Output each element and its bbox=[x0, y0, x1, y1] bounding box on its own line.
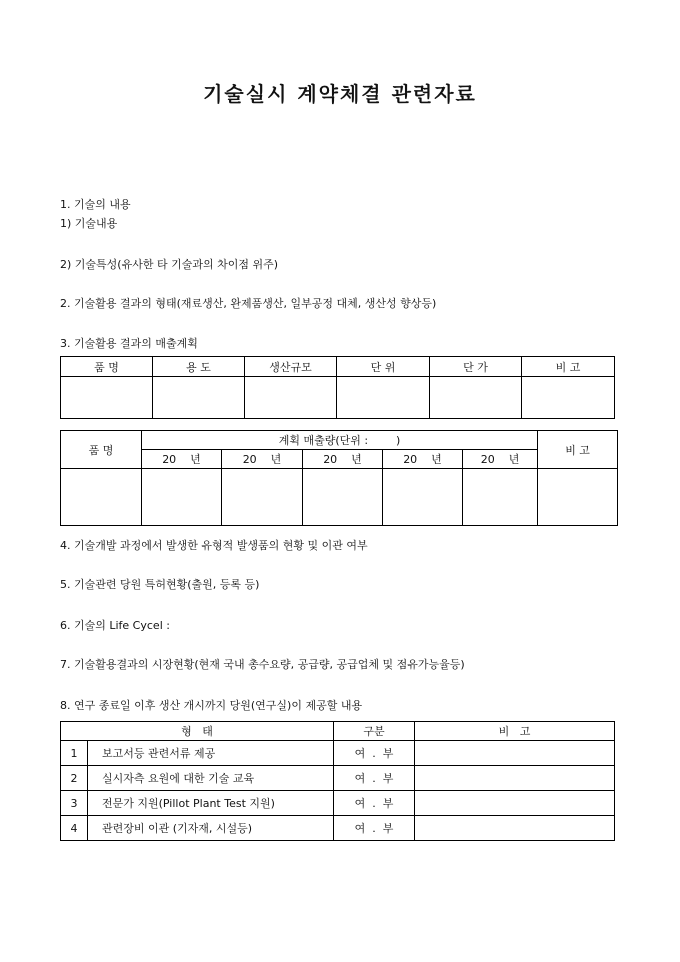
section-1-2: 2) 기술특성(유사한 타 기술과의 차이점 위주) bbox=[60, 258, 278, 271]
header-production-scale: 생산규모 bbox=[245, 357, 337, 377]
section-4-heading: 4. 기술개발 과정에서 발생한 유형적 발생품의 현황 및 이관 여부 bbox=[60, 539, 368, 552]
row-number: 1 bbox=[61, 741, 88, 766]
row-number: 4 bbox=[61, 816, 88, 841]
header-note: 비 고 bbox=[538, 431, 618, 469]
yes-no-choice[interactable]: 여 . 부 bbox=[334, 816, 415, 841]
blank-cell[interactable] bbox=[415, 766, 615, 791]
row-number: 2 bbox=[61, 766, 88, 791]
section-8-heading: 8. 연구 종료일 이후 생산 개시까지 당원(연구실)이 제공할 내용 bbox=[60, 699, 363, 712]
yes-no-choice[interactable]: 여 . 부 bbox=[334, 791, 415, 816]
header-year: 20 년 bbox=[303, 450, 383, 469]
blank-cell[interactable] bbox=[61, 469, 142, 526]
section-6-heading: 6. 기술의 Life Cycel : bbox=[60, 619, 170, 632]
blank-cell[interactable] bbox=[222, 469, 303, 526]
header-unit-price: 단 가 bbox=[430, 357, 522, 377]
section-7-heading: 7. 기술활용결과의 시장현황(현재 국내 총수요량, 공급량, 공급업체 및 점유가능율등) bbox=[60, 658, 465, 671]
section-2-heading: 2. 기술활용 결과의 형태(재료생산, 완제품생산, 일부공정 대체, 생산성 향상등) bbox=[60, 297, 437, 310]
header-year: 20 년 bbox=[222, 450, 303, 469]
header-year: 20 년 bbox=[383, 450, 463, 469]
support-provision-table bbox=[60, 721, 615, 841]
yes-no-choice[interactable]: 여 . 부 bbox=[334, 766, 415, 791]
blank-cell[interactable] bbox=[245, 377, 337, 419]
blank-cell[interactable] bbox=[142, 469, 222, 526]
sales-plan-table bbox=[60, 356, 615, 419]
header-item-name: 품 명 bbox=[61, 357, 153, 377]
header-note: 비 고 bbox=[415, 722, 615, 741]
header-category: 구분 bbox=[334, 722, 415, 741]
header-usage: 용 도 bbox=[153, 357, 245, 377]
blank-cell[interactable] bbox=[538, 469, 618, 526]
header-year: 20 년 bbox=[463, 450, 538, 469]
blank-cell[interactable] bbox=[303, 469, 383, 526]
header-unit: 단 위 bbox=[337, 357, 430, 377]
header-note: 비 고 bbox=[522, 357, 615, 377]
yes-no-choice[interactable]: 여 . 부 bbox=[334, 741, 415, 766]
blank-cell[interactable] bbox=[337, 377, 430, 419]
section-3-heading: 3. 기술활용 결과의 매출계획 bbox=[60, 337, 198, 350]
section-1-heading: 1. 기술의 내용 bbox=[60, 198, 131, 211]
blank-cell[interactable] bbox=[463, 469, 538, 526]
header-year: 20 년 bbox=[142, 450, 222, 469]
row-item: 보고서등 관련서류 제공 bbox=[88, 741, 334, 766]
row-item: 실시자측 요원에 대한 기술 교육 bbox=[88, 766, 334, 791]
blank-cell[interactable] bbox=[383, 469, 463, 526]
blank-cell[interactable] bbox=[415, 791, 615, 816]
section-1-1: 1) 기술내용 bbox=[60, 217, 118, 230]
row-item: 전문가 지원(Pillot Plant Test 지원) bbox=[88, 791, 334, 816]
header-type: 형 태 bbox=[61, 722, 334, 741]
blank-cell[interactable] bbox=[415, 741, 615, 766]
planned-sales-volume-table bbox=[60, 430, 618, 526]
blank-cell[interactable] bbox=[153, 377, 245, 419]
section-5-heading: 5. 기술관련 당원 특허현황(출원, 등록 등) bbox=[60, 578, 260, 591]
header-item-name: 품 명 bbox=[61, 431, 142, 469]
blank-cell[interactable] bbox=[522, 377, 615, 419]
blank-cell[interactable] bbox=[415, 816, 615, 841]
header-planned-sales-volume: 계획 매출량(단위 : ) bbox=[142, 431, 538, 450]
page-title: 기술실시 계약체결 관련자료 bbox=[203, 82, 477, 106]
blank-cell[interactable] bbox=[430, 377, 522, 419]
blank-cell[interactable] bbox=[61, 377, 153, 419]
row-number: 3 bbox=[61, 791, 88, 816]
row-item: 관련장비 이관 (기자재, 시설등) bbox=[88, 816, 334, 841]
